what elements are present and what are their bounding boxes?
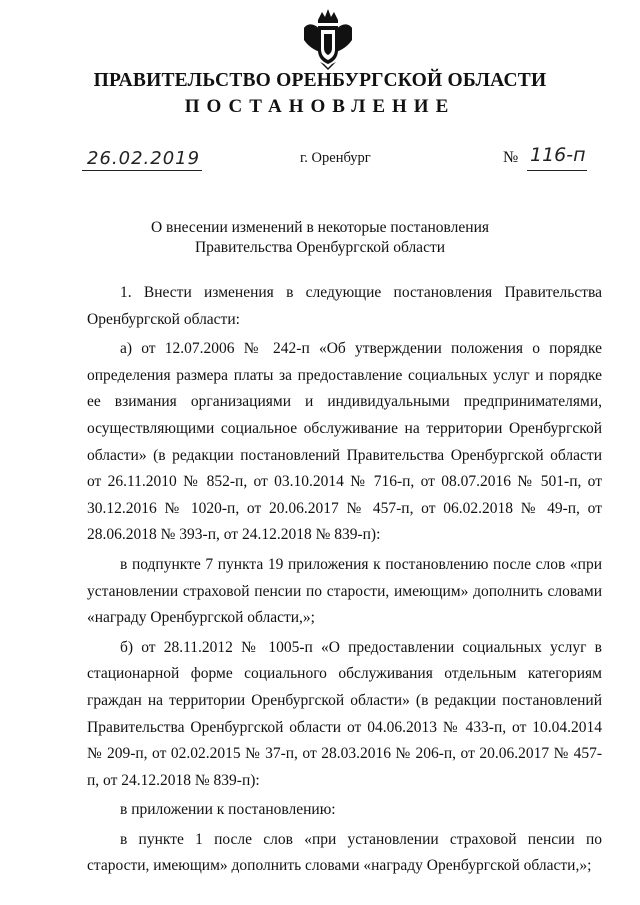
document-city: г. Оренбург <box>300 150 371 166</box>
number-underline <box>527 170 587 171</box>
subject-line: О внесении изменений в некоторые постановления <box>150 219 490 236</box>
organization-title: ПРАВИТЕЛЬСТВО ОРЕНБУРГСКОЙ ОБЛАСТИ <box>93 70 547 91</box>
paragraph: в приложении к постановлению: <box>120 801 336 819</box>
paragraph: 1. Внести изменения в следующие постановления Правительства Оренбургской области: <box>87 284 602 328</box>
document-body <box>87 280 602 883</box>
paragraph: б) от 28.11.2012 № 1005-п «О предоставлении социальных услуг в стационарной форме социального обслуживания отдельным категориям граждан на территории Оренбургской области» (в редакции постановлений Правительства Оренбургской области от 04.06.2013 № 433-п, от 10.04.2014 № 209-п, от 02.02.2015 № 37-п, от 28.03.2016 № 206-п, от 20.06.2017 № 457-п, от 24.12.2018 № 839-п): <box>87 638 602 789</box>
document-subject <box>0 218 640 258</box>
date-underline <box>82 170 202 171</box>
document-type-title: ПОСТАНОВЛЕНИЕ <box>184 96 456 117</box>
paragraph: в подпункте 7 пункта 19 приложения к постановлению после слов «при установлении страховой пенсии по старости, имеющим» дополнить словами «награду Оренбургской области,»; <box>87 555 602 627</box>
coat-of-arms-emblem <box>300 6 356 72</box>
paragraph: в пункте 1 после слов «при установлении страховой пенсии по старости, имеющим» дополнить словами «награду Оренбургской области,»; <box>87 830 602 875</box>
paragraph: а) от 12.07.2006 № 242-п «Об утверждении положения о порядке определения размера платы за предоставление социальных услуг и порядке ее взимания организациями и индивидуальными предпринимателями, осуществляющими социальное обслуживание на территории Оренбургской области» (в редакции постановлений Правительства Оренбургской области от 26.11.2010 № 852-п, от 03.10.2014 № 716-п, от 08.07.2016 № 501-п, от 30.12.2016 № 1020-п, от 20.06.2017 № 457-п, от 06.02.2018 № 49-п, от 28.06.2018 № 393-п, от 24.12.2018 № 839-п): <box>87 340 602 544</box>
document-number: 116-п <box>530 144 586 166</box>
subject-line: Правительства Оренбургской области <box>194 239 446 256</box>
document-date: 26.02.2019 <box>87 148 201 169</box>
number-label: № <box>503 149 519 166</box>
